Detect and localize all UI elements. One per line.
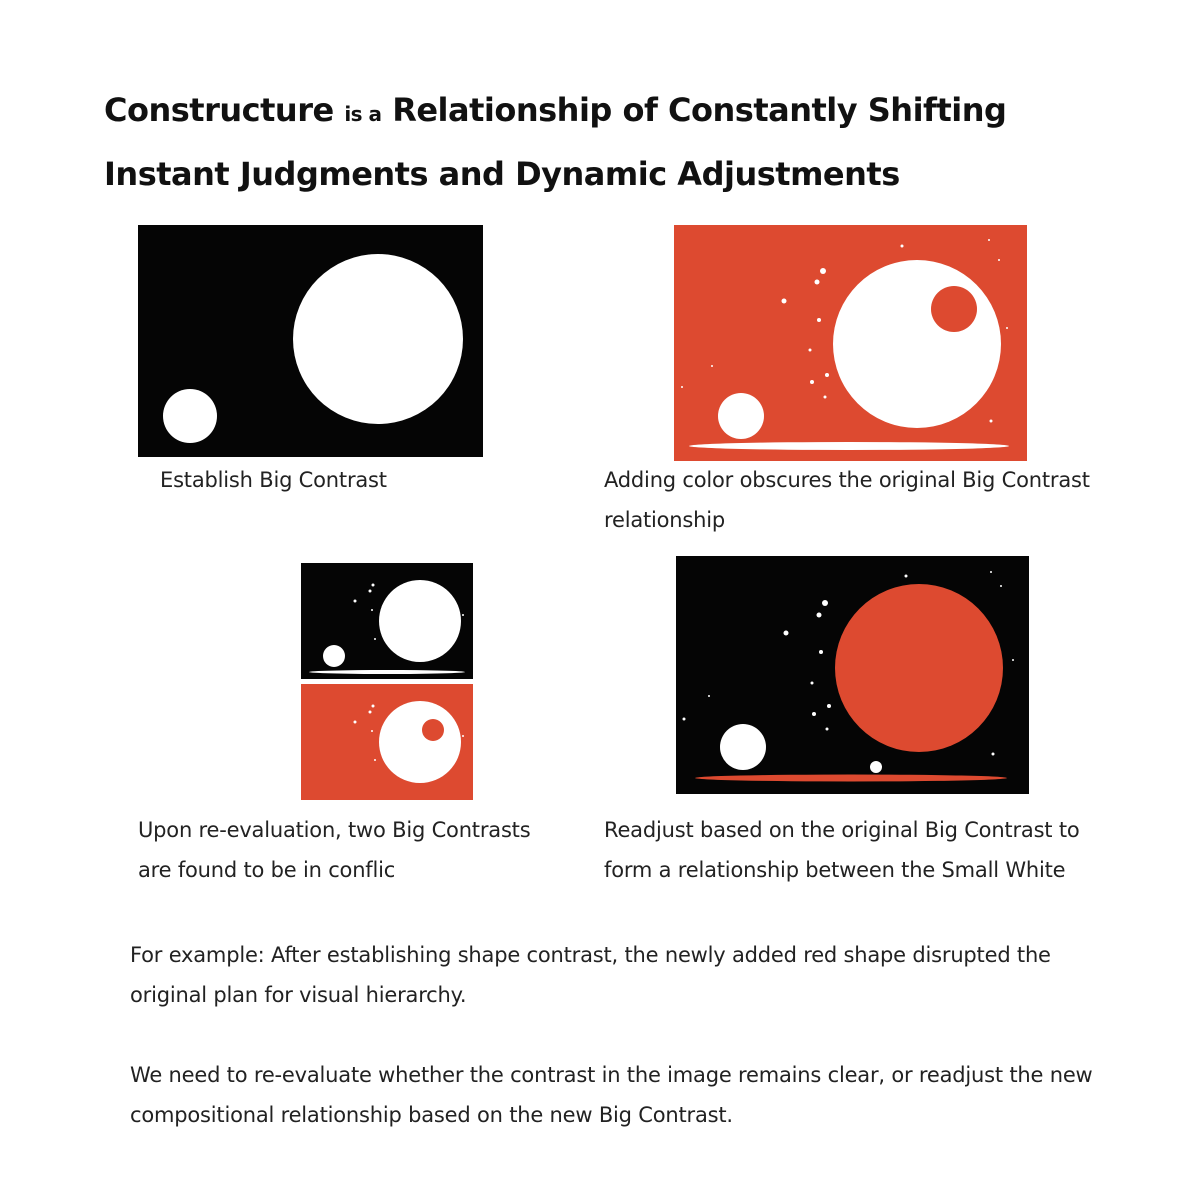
caption-establish-big-contrast: Establish Big Contrast: [160, 468, 387, 492]
small-red-circle: [931, 286, 977, 332]
panel-establish-big-contrast: [138, 225, 483, 457]
mini-black-panel: [301, 563, 473, 679]
tiny-white-circle: [870, 761, 882, 773]
small-white-circle: [718, 393, 764, 439]
white-horizon-ellipse: [309, 670, 465, 674]
small-white-circle: [323, 645, 345, 667]
paragraph-re-evaluate: We need to re-evaluate whether the contrast in the image remains clear, or readjust the new compositional relationship based on the new Big Contrast.: [130, 1063, 1093, 1127]
panel-adding-color: [674, 225, 1027, 461]
panel-readjust: [676, 556, 1029, 794]
red-horizon-ellipse: [695, 775, 1007, 782]
small-red-circle: [422, 719, 444, 741]
caption-re-evaluation: Upon re-evaluation, two Big Contrasts are found to be in conflic: [138, 818, 531, 882]
big-white-circle: [833, 260, 1001, 428]
caption-readjust: Readjust based on the original Big Contrast to form a relationship between the Small White: [604, 818, 1080, 882]
title-is-a: is a: [344, 102, 382, 126]
big-red-circle: [835, 584, 1003, 752]
white-horizon-ellipse: [689, 442, 1009, 450]
big-white-circle: [379, 580, 461, 662]
mini-red-panel: [301, 684, 473, 800]
big-white-circle: [293, 254, 463, 424]
title-rest: Relationship of Constantly Shifting Instant Judgments and Dynamic Adjustments: [104, 91, 1007, 193]
page-title: [104, 80, 1124, 204]
small-white-circle: [163, 389, 217, 443]
paragraph-example: For example: After establishing shape contrast, the newly added red shape disrupted the original plan for visual hierarchy.: [130, 943, 1051, 1007]
title-constructure: Constructure: [104, 91, 334, 129]
caption-adding-color: Adding color obscures the original Big Contrast relationship: [604, 468, 1090, 532]
small-white-circle: [720, 724, 766, 770]
panel-re-evaluation: [301, 563, 473, 800]
big-white-circle: [379, 701, 461, 783]
